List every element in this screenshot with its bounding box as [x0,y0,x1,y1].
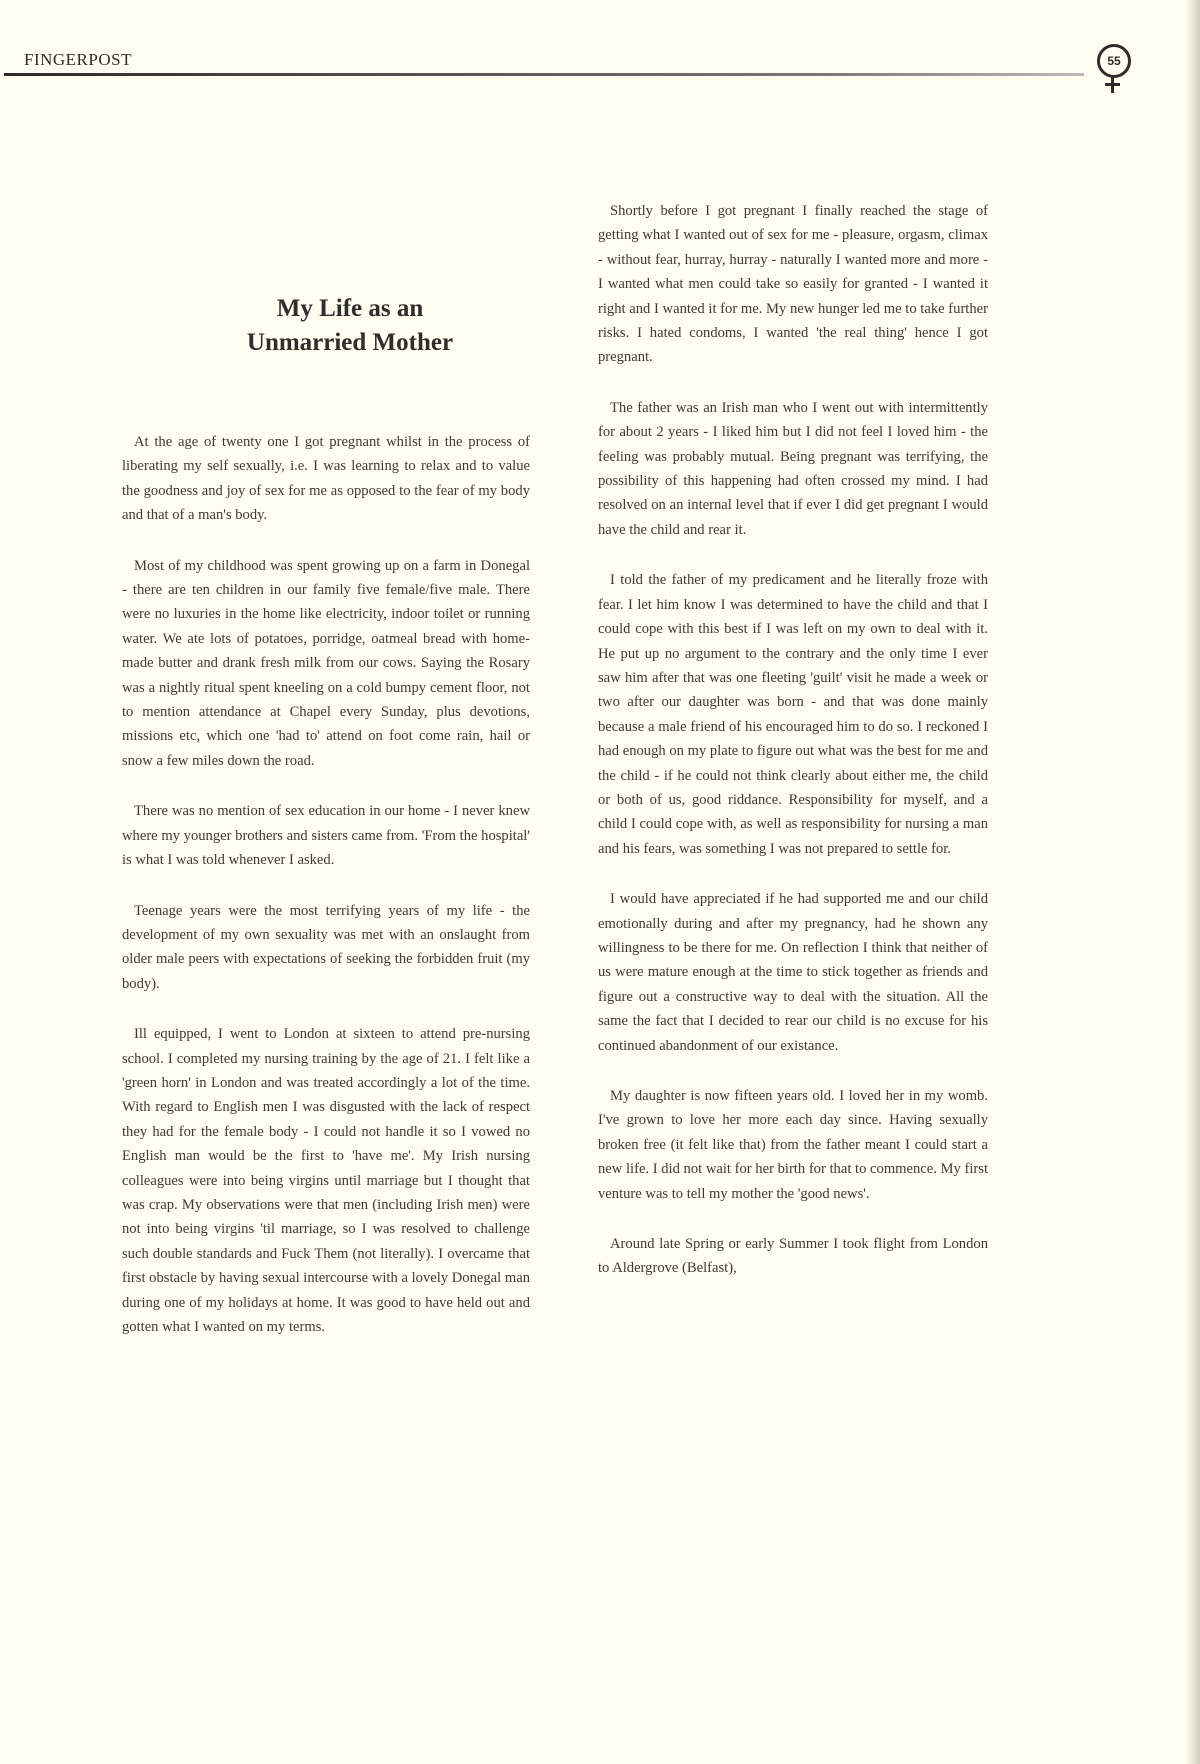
article-title-line-2: Unmarried Mother [246,329,454,356]
paragraph: My daughter is now fifteen years old. I loved her in my womb. I've grown to love her more each day since. Having sexually broken free (it felt like that) from the father meant I could start a new life. I did not wait for her birth for that to commence. My first venture was to tell my mother the 'good news'. [598,1088,988,1202]
paragraph: I told the father of my predicament and he literally froze with fear. I let him know I was determined to have the child and that I could cope with this best if I was left on my own to deal with it. He put up no argument to the contrary and the only time I ever saw him after that was one fleeting 'guilt' visit he made a week or two after our daughter was born - and that was done mainly because a male friend of his encouraged him to do so. I reckoned I had enough on my plate to figure out what was the best for me and the child - if he could not think clearly about either me, the child or both of us, good riddance. Responsibility for myself, and a child I could cope with, as well as responsibility for nursing a man and his fears, was something I was not prepared to settle for. [598,572,988,857]
page-edge-shadow [1186,0,1200,1764]
paragraph: At the age of twenty one I got pregnant whilst in the process of liberating my self sexually, i.e. I was learning to relax and to value the goodness and joy of sex for me as opposed to the fear of my body and that of a man's body. [122,434,530,524]
female-symbol-bar [1105,83,1120,86]
paragraph: Most of my childhood was spent growing up on a farm in Donegal - there are ten children in our family five female/five male. There were no luxuries in the home like electricity, indoor toilet or running water. We ate lots of potatoes, porridge, oatmeal bread with home-made butter and drank fresh milk from our cows. Saying the Rosary was a nightly ritual spent kneeling on a cold bumpy cement floor, not to mention attendance at Chapel every Sunday, plus devotions, missions etc, which one 'had to' attend on foot come rain, hail or snow a few miles down the road. [122,557,530,769]
female-symbol-icon [1095,44,1133,96]
paragraph: Shortly before I got pregnant I finally reached the stage of getting what I wanted out of sex for me - pleasure, orgasm, climax - without fear, hurray, hurray - naturally I wanted more and more - I wanted what men could take so easily for granted - I wanted it right and I wanted it for me. My new hunger led me to take further risks. I hated condoms, I wanted 'the real thing' hence I got pregnant. [598,203,988,366]
paragraph: I would have appreciated if he had supported me and our child emotionally during and after my pregnancy, had he shown any willingness to be there for me. On reflection I think that neither of us were mature enough at the time to stick together as friends and figure out a constructive way to deal with the situation. All the same the fact that I decided to rear our child is no excuse for his continued abandonment of our existance. [598,891,988,1054]
article-title-line-1: My Life as an [276,295,424,322]
right-column [598,199,988,1307]
article-title [160,292,540,360]
header-rule [4,73,1084,76]
publication-header: FINGERPOST [24,50,132,69]
paragraph: Ill equipped, I went to London at sixteen to attend pre-nursing school. I completed my nursing training by the age of 21. I felt like a 'green horn' in London and was treated accordingly a lot of the time. With regard to English men I was disgusted with the lack of respect they had for the female body - I could not handle it so I vowed no English man would be the first to 'have me'. My Irish nursing colleagues were into being virgins until marriage but I thought that was crap. My observations were that men (including Irish men) were not into being virgins 'til marriage, so I was resolved to challenge such double standards and Fuck Them (not literally). I overcame that first obstacle by having sexual intercourse with a lovely Donegal man during one of my holidays at home. It was good to have held out and gotten what I wanted on my terms. [122,1026,530,1335]
page-number: 55 [1097,44,1131,78]
paragraph: The father was an Irish man who I went out with intermittently for about 2 years - I liked him but I did not feel I loved him - the feeling was probably mutual. Being pregnant was terrifying, the possibility of this happening had often crossed my mind. I had resolved on an internal level that if ever I did get pregnant I would have the child and rear it. [598,399,988,538]
left-column [122,430,530,1365]
paragraph: Around late Spring or early Summer I took flight from London to Aldergrove (Belfast), [598,1236,988,1277]
paragraph: Teenage years were the most terrifying years of my life - the development of my own sexuality was met with an onslaught from older male peers with expectations of seeking the forbidden fruit (my body). [122,902,530,992]
paragraph: There was no mention of sex education in our home - I never knew where my younger brothers and sisters came from. 'From the hospital' is what I was told whenever I asked. [122,803,530,869]
